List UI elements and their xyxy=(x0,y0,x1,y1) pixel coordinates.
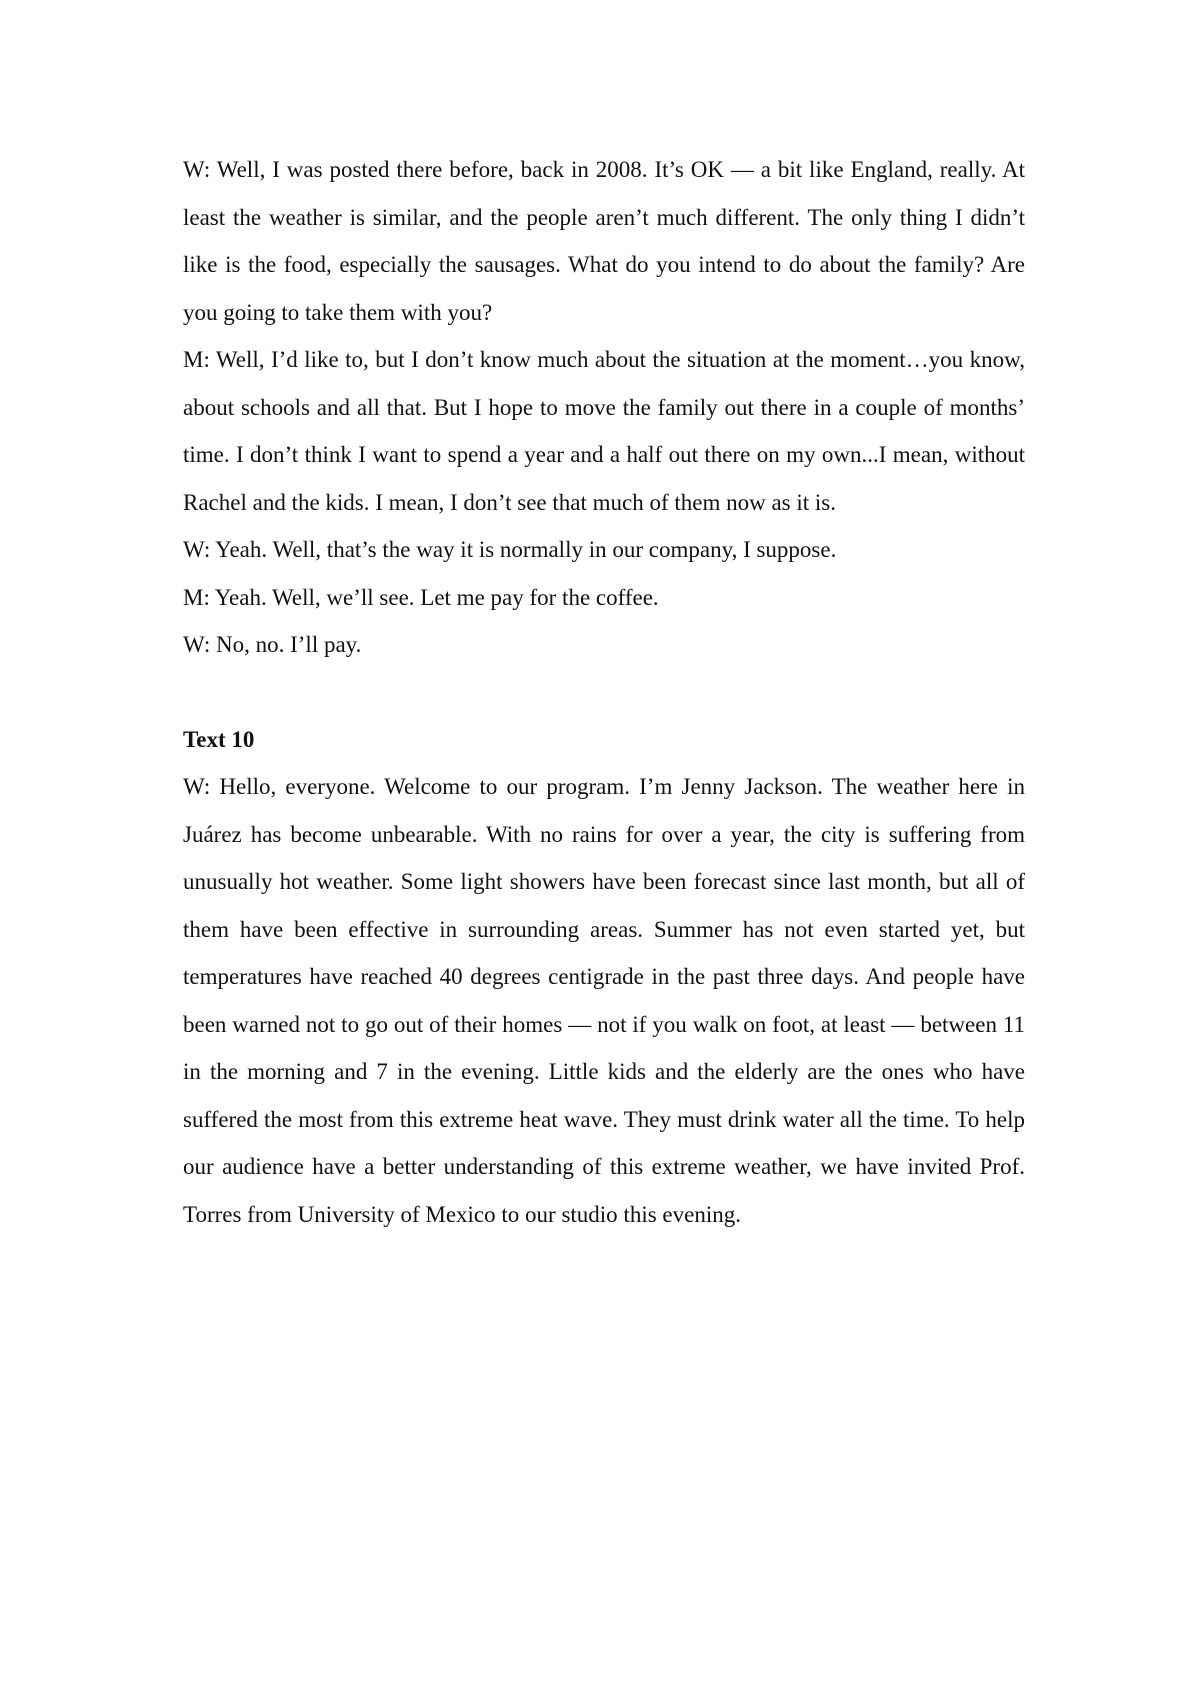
section-spacer xyxy=(183,669,1025,716)
dialogue-line-w3: W: No, no. I’ll pay. xyxy=(183,632,362,657)
dialogue-line-m1: M: Well, I’d like to, but I don’t know much about the situation at the moment…you know, about schools and all that. But I hope to move the family out there in a couple of months’ time. I don’t think I want to spend a year and a half out there on my own...I mean, without Rachel and the kids. I mean, I don’t see that much of them now as it is. xyxy=(183,347,1025,515)
section-paragraph: W: Hello, everyone. Welcome to our program. I’m Jenny Jackson. The weather here in Juárez has become unbearable. With no rains for over a year, the city is suffering from unusually hot weather. Some light showers have been forecast since last month, but all of them have been effective in surrounding areas. Summer has not even started yet, but temperatures have reached 40 degrees centigrade in the past three days. And people have been warned not to go out of their homes — not if you walk on foot, at least — between 11 in the morning and 7 in the evening. Little kids and the elderly are the ones who have suffered the most from this extreme heat wave. They must drink water all the time. To help our audience have a better understanding of this extreme weather, we have invited Prof. Torres from University of Mexico to our studio this evening. xyxy=(183,774,1025,1227)
document-page xyxy=(183,146,1025,1238)
dialogue-line-m2: M: Yeah. Well, we’ll see. Let me pay for the coffee. xyxy=(183,584,659,610)
section-heading: Text 10 xyxy=(183,726,255,752)
dialogue-line-w1: W: Well, I was posted there before, back in 2008. It’s OK — a bit like England, really. At least the weather is similar, and the people aren’t much different. The only thing I didn’t like is the food, especially the sausages. What do you intend to do about the family? Are you going to take them with you? xyxy=(183,157,1025,325)
dialogue-line-w2: W: Yeah. Well, that’s the way it is normally in our company, I suppose. xyxy=(183,537,837,562)
